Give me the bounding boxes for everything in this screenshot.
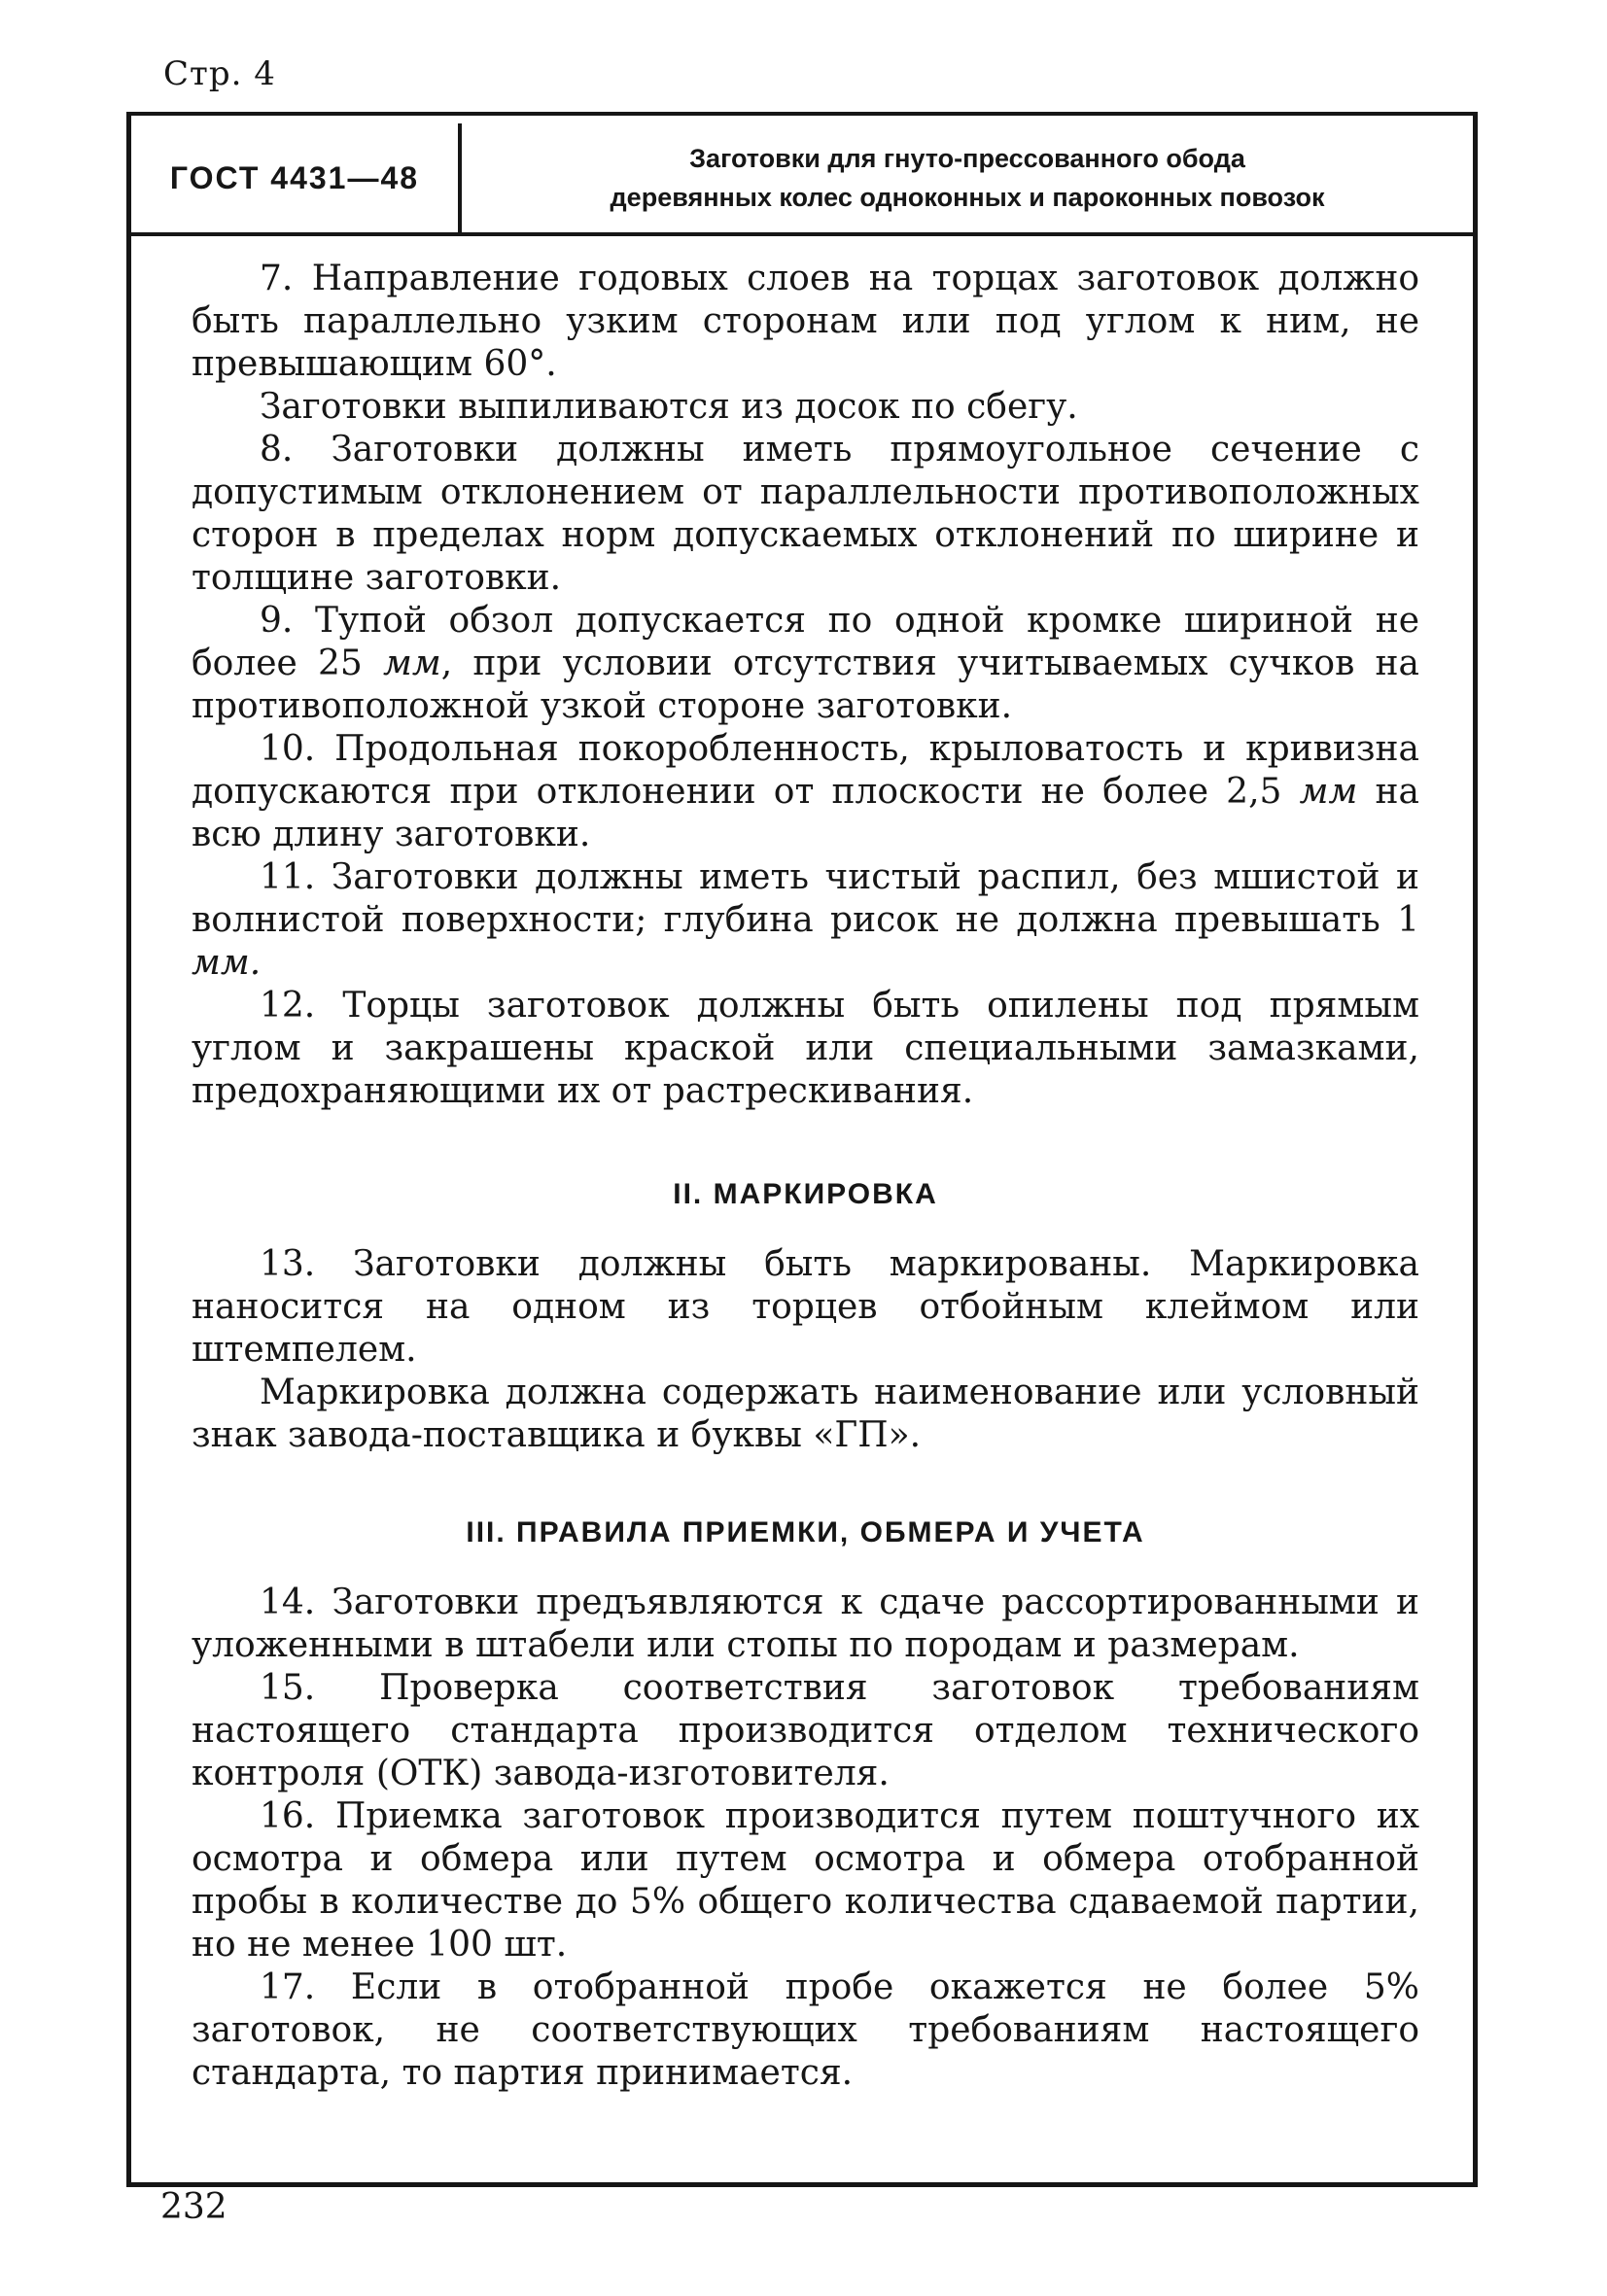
clause-16: 16. Приемка заготовок производится путем поштучного их осмотра и обмера или путем осмотра и обмера отобранной пробы в количестве до 5% общего количества сдаваемой партии, но не менее 100 шт. <box>192 1796 1419 1965</box>
clause-9-text-b: , при условии отсутствия учитываемых сучков на противоположной узкой стороне заготовки. <box>192 644 1419 726</box>
clause-8: 8. Заготовки должны иметь прямоугольное сечение с допустимым отклонением от параллельности противоположных сторон в пределах норм допускаемых отклонений по ширине и толщине заготовки. <box>192 430 1419 598</box>
clause-11 <box>192 856 1419 985</box>
clause-10-unit: мм <box>1299 772 1358 812</box>
document-body <box>192 258 1419 2095</box>
standard-title <box>462 139 1473 217</box>
clause-11-text-a: 11. Заготовки должны иметь чистый распил, без мшистой и волнистой поверхности; глубина рисок не должна превышать 1 <box>192 857 1419 940</box>
standard-title-line-2: деревянных колес одноконных и пароконных повозок <box>610 183 1325 212</box>
clause-13: 13. Заготовки должны быть маркированы. Маркировка наносится на одном из торцев отбойным клеймом или штемпелем. <box>192 1244 1419 1370</box>
clause-9 <box>192 600 1419 728</box>
clause-7: 7. Направление годовых слоев на торцах заготовок должно быть параллельно узким сторонам или под углом к ним, не превышающим 60°. <box>192 259 1419 384</box>
document-frame <box>126 112 1478 2187</box>
clause-14: 14. Заготовки предъявляются к сдаче рассортированными и уложенными в штабели или стопы по породам и размерам. <box>192 1583 1419 1665</box>
clause-17: 17. Если в отобранной пробе окажется не более 5% заготовок, не соответствующих требованиям настоящего стандарта, то партия принимается. <box>192 1967 1419 2093</box>
clause-10 <box>192 728 1419 856</box>
standard-code: ГОСТ 4431—48 <box>131 123 462 232</box>
clause-10-text-b: на всю длину заготовки. <box>192 772 1419 854</box>
section-3-heading: III. ПРАВИЛА ПРИЕМКИ, ОБМЕРА И УЧЕТА <box>466 1516 1145 1548</box>
clause-9-unit: мм <box>383 644 441 683</box>
clause-13-note: Маркировка должна содержать наименование или условный знак завода-поставщика и буквы «ГП». <box>192 1373 1419 1455</box>
clause-11-unit: мм. <box>192 943 262 983</box>
page-number: 232 <box>160 2187 227 2227</box>
standard-header <box>131 123 1473 236</box>
clause-12: 12. Торцы заготовок должны быть опилены под прямым углом и закрашены краской или специальными замазками, предохраняющими их от растрескивания. <box>192 986 1419 1111</box>
section-2-heading: II. МАРКИРОВКА <box>673 1178 938 1210</box>
clause-7-note: Заготовки выпиливаются из досок по сбегу. <box>260 387 1078 427</box>
clause-9-text-a: 9. Тупой обзол допускается по одной кромке шириной не более 25 <box>192 601 1419 683</box>
page-label: Стр. 4 <box>163 54 276 93</box>
clause-15: 15. Проверка соответствия заготовок требованиям настоящего стандарта производится отделом технического контроля (ОТК) завода-изготовителя. <box>192 1668 1419 1793</box>
clause-10-text-a: 10. Продольная покоробленность, крыловатость и кривизна допускаются при отклонении от плоскости не более 2,5 <box>192 729 1419 812</box>
standard-title-line-1: Заготовки для гнуто-прессованного обода <box>689 144 1245 173</box>
